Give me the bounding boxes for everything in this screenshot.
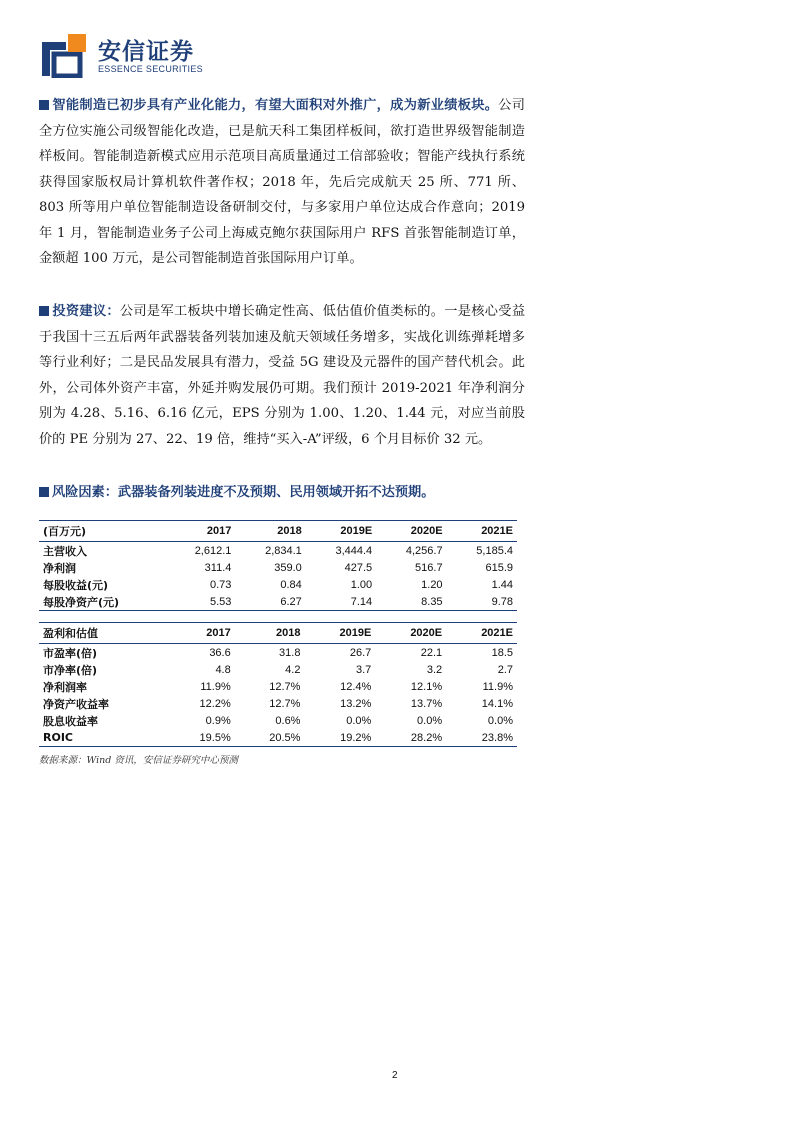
table-cell: 0.6% xyxy=(275,714,301,727)
financial-summary-table xyxy=(39,520,517,611)
company-logo xyxy=(40,30,220,78)
table-header-cell: 2018 xyxy=(235,623,305,644)
table-row xyxy=(39,661,517,678)
table-cell: 0.0% xyxy=(346,714,372,727)
table-cell: 0.0% xyxy=(487,714,513,727)
table-row xyxy=(39,712,517,729)
brand-name-en: ESSENCE SECURITIES xyxy=(98,64,203,74)
row-label: 主营收入 xyxy=(43,544,87,558)
row-label: 净资产收益率 xyxy=(43,697,109,711)
row-label: 净利润 xyxy=(43,561,76,575)
row-label: 市净率(倍) xyxy=(43,663,98,677)
table-cell: 1.44 xyxy=(491,578,513,591)
table-row xyxy=(39,559,517,576)
logo-mark-icon xyxy=(40,32,88,78)
row-label: 市盈率(倍) xyxy=(43,646,98,660)
table-cell: 6.27 xyxy=(235,593,305,611)
table-cell: 0.73 xyxy=(209,578,232,591)
paragraph-body: 公司是军工板块中增长确定性高、低估值价值类标的。一是核心受益于我国十三五后两年武器装备列装加速及航天领域任务增多，实战化训练弹耗增多等行业利好；二是民品发展具有潜力，受益 5G 建设及元器件的国产替代机会。此外，公司体外资产丰富，外延并购发展仍可期。我们预计 2019-2021 年净利润分别为 4.28、5.16、6.16 亿元，EPS 分别为 1.00、1.20、1.44 元，对应当前股价的 PE 分别为 27、22、19 倍，维持“买入-A”评级，6 个月目标价 32 元。 xyxy=(39,304,526,447)
table-cell: 2.7 xyxy=(497,663,513,676)
table-header-cell: 2020E xyxy=(376,521,446,542)
table-cell: 1.00 xyxy=(350,578,373,591)
table-header-cell: 2017 xyxy=(165,521,235,542)
table-row xyxy=(39,729,517,747)
paragraph-body: 公司全方位实施公司级智能化改造，已是航天科工集团样板间，欲打造世界级智能制造样板间。智能制造新模式应用示范项目高质量通过工信部验收；智能产线执行系统获得国家版权局计算机软件著作权；2018 年，先后完成航天 25 所、771 所、803 所等用户单位智能制造设备研制交付，与多家用户单位达成合作意向；2019 年 1 月，智能制造业务子公司上海威克鲍尔获国际用户 RFS 首张智能制造订单，金额超 100 万元，是公司智能制造首张国际用户订单。 xyxy=(39,98,525,266)
table-header-row xyxy=(39,521,517,542)
table-cell: 18.5 xyxy=(491,646,513,659)
table-cell: 12.2% xyxy=(199,697,231,710)
table-cell: 311.4 xyxy=(204,561,232,574)
table-cell: 5.53 xyxy=(165,593,235,611)
risk-text: 风险因素：武器装备列装进度不及预期、民用领域开拓不达预期。 xyxy=(52,485,435,500)
square-bullet-icon xyxy=(39,100,49,110)
table-header-cell: 2017 xyxy=(165,623,235,644)
table-cell: 2,834.1 xyxy=(265,544,302,557)
table-cell: 359.0 xyxy=(274,561,302,574)
paragraph-lead: 投资建议： xyxy=(52,304,120,319)
table-header-cell: 2021E xyxy=(447,521,517,542)
table-cell: 13.7% xyxy=(410,697,443,710)
table-row xyxy=(39,576,517,593)
table-header-row xyxy=(39,623,517,644)
table-header-cell: 2018 xyxy=(235,521,305,542)
data-source-note: 数据来源：Wind 资讯，安信证券研究中心预测 xyxy=(39,755,238,766)
table-cell: 8.35 xyxy=(376,593,446,611)
table-row xyxy=(39,678,517,695)
table-header-cell: 2019E xyxy=(304,623,375,644)
page-number: 2 xyxy=(392,1070,398,1081)
table-cell: 5,185.4 xyxy=(476,544,513,557)
table-cell: 20.5% xyxy=(235,729,305,747)
row-label: 股息收益率 xyxy=(43,714,98,728)
table-cell: 1.20 xyxy=(421,578,443,591)
table-cell: 615.9 xyxy=(485,561,513,574)
table-cell: 516.7 xyxy=(415,561,443,574)
table-cell: 11.9% xyxy=(200,680,231,693)
row-label: 每股净资产(元) xyxy=(39,593,165,611)
table-header-cell: 盈利和估值 xyxy=(39,623,165,644)
risk-factors xyxy=(39,480,525,505)
table-cell: 11.9% xyxy=(482,680,513,693)
table-cell: 7.14 xyxy=(306,593,376,611)
table-cell: 4,256.7 xyxy=(405,544,443,557)
table-cell: 4.8 xyxy=(215,663,231,676)
paragraph-investment-advice xyxy=(39,299,525,452)
table-cell: 23.8% xyxy=(446,729,517,747)
table-cell: 22.1 xyxy=(420,646,443,659)
table-cell: 19.5% xyxy=(165,729,235,747)
table-cell: 13.2% xyxy=(340,697,372,710)
table-cell: 36.6 xyxy=(209,646,231,659)
table-cell: 0.84 xyxy=(280,578,302,591)
table-cell: 3,444.4 xyxy=(335,544,373,557)
table-cell: 12.4% xyxy=(340,680,372,693)
table-cell: 9.78 xyxy=(447,593,517,611)
table-cell: 28.2% xyxy=(375,729,446,747)
table-row xyxy=(39,695,517,712)
table-cell: 427.5 xyxy=(344,561,373,574)
valuation-table xyxy=(39,622,517,747)
brand-name-cn: 安信证券 xyxy=(98,39,194,65)
square-bullet-icon xyxy=(39,487,49,497)
table-cell: 3.7 xyxy=(356,663,372,676)
row-label: 每股收益(元) xyxy=(43,578,109,592)
square-bullet-icon xyxy=(39,306,49,316)
table-cell: 2,612.1 xyxy=(194,544,232,557)
table-cell: 4.2 xyxy=(285,663,301,676)
table-row xyxy=(39,644,517,662)
table-header-cell: 2021E xyxy=(446,623,517,644)
row-label: 净利润率 xyxy=(43,680,87,694)
table-cell: 31.8 xyxy=(279,646,301,659)
table-cell: 12.1% xyxy=(410,680,443,693)
table-cell: 12.7% xyxy=(269,680,301,693)
table-cell: 12.7% xyxy=(269,697,301,710)
table-header-cell: 2020E xyxy=(375,623,446,644)
table-cell: 0.0% xyxy=(417,714,443,727)
table-cell: 3.2 xyxy=(426,663,443,676)
paragraph-smart-manufacturing xyxy=(39,93,525,272)
table-row xyxy=(39,542,517,560)
table-cell: 14.1% xyxy=(481,697,513,710)
row-label: ROIC xyxy=(39,729,165,747)
table-cell: 0.9% xyxy=(205,714,231,727)
table-row xyxy=(39,593,517,611)
table-header-cell: 2019E xyxy=(306,521,376,542)
table-header-cell: (百万元) xyxy=(39,521,165,542)
paragraph-lead: 智能制造已初步具有产业化能力，有望大面积对外推广，成为新业绩板块。 xyxy=(52,98,499,113)
table-cell: 19.2% xyxy=(304,729,375,747)
table-cell: 26.7 xyxy=(349,646,372,659)
